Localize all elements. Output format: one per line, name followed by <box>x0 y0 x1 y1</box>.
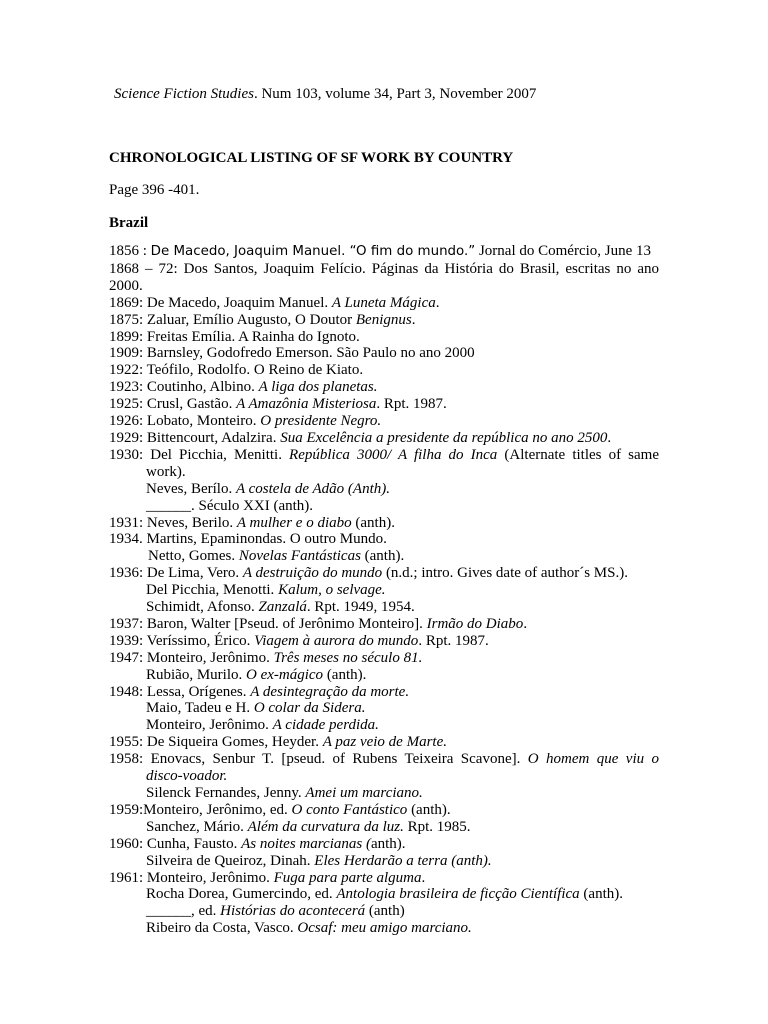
text-run: 1856 : <box>109 243 151 259</box>
text-run: . Rpt. 1987. <box>376 396 447 413</box>
italic-title: Três meses no século 81. <box>273 649 423 666</box>
text-run: 1868 – 72: Dos Santos, Joaquim Felício. Páginas da História do Brasil, escritas no ano <box>109 260 659 277</box>
italic-title: O conto Fantástico <box>291 801 408 818</box>
italic-title: A cidade perdida. <box>272 717 379 734</box>
list-item <box>109 836 659 853</box>
list-item <box>109 312 659 329</box>
list-item <box>109 413 659 430</box>
italic-title: disco-voador. <box>146 768 228 785</box>
italic-title: República 3000/ A filha do Inca <box>289 446 498 463</box>
italic-title: A destruição do mundo <box>242 565 383 582</box>
text-run: 1926: Lobato, Monteiro. <box>109 413 261 430</box>
text-run: Monteiro, Jerônimo. <box>146 717 273 734</box>
text-run: 1934. Martins, Epaminondas. O outro Mundo. <box>109 531 387 548</box>
italic-title: Irmão do Diabo <box>426 615 524 632</box>
text-run: (anth). <box>323 666 367 683</box>
text-run: (anth). <box>351 514 395 531</box>
text-run: (n.d.; intro. Gives date of author´s MS.). <box>382 565 628 582</box>
list-item <box>109 379 659 396</box>
text-run: . <box>435 294 440 311</box>
text-run: 1923: Coutinho, Albino. <box>109 379 259 396</box>
list-item <box>109 548 659 565</box>
text-run: 1959:Monteiro, Jerônimo, ed. <box>109 801 292 818</box>
list-item <box>109 582 659 599</box>
text-run: Sanchez, Mário. <box>146 818 248 835</box>
text-run: 1960: Cunha, Fausto. <box>109 835 242 852</box>
text-run: (anth). <box>407 801 451 818</box>
italic-title: O colar da Sidera. <box>253 700 366 717</box>
list-item <box>109 734 659 751</box>
list-item <box>109 599 659 616</box>
text-run: . Rpt. 1987. <box>418 632 489 649</box>
text-run: . <box>421 869 426 886</box>
list-item <box>109 430 659 447</box>
list-item <box>109 700 659 717</box>
text-run: Rubião, Murilo. <box>146 666 246 683</box>
italic-title: Kalum, o selvage. <box>278 582 386 599</box>
list-item <box>109 903 659 920</box>
text-run: . Rpt. 1949, 1954. <box>306 599 415 616</box>
text-run: 1925: Crusl, Gastão. <box>109 396 237 413</box>
list-item <box>109 565 659 582</box>
italic-title: Histórias do acontecerá <box>220 903 366 920</box>
list-item <box>109 633 659 650</box>
list-item <box>109 785 659 802</box>
list-item <box>109 362 659 379</box>
italic-title: Zanzalá <box>258 599 307 616</box>
italic-title: O ex-mágico <box>246 666 324 683</box>
list-item <box>109 717 659 734</box>
list-item <box>109 802 659 819</box>
text-run: 1899: Freitas Emília. A Rainha do Ignoto. <box>109 328 360 345</box>
list-item <box>109 295 659 312</box>
text-run: work). <box>146 463 186 480</box>
text-run: Schimidt, Afonso. <box>146 599 259 616</box>
list-item <box>109 243 659 261</box>
page-title: CHRONOLOGICAL LISTING OF SF WORK BY COUNTRY <box>109 150 514 166</box>
text-run: Silenck Fernandes, Jenny. <box>146 785 306 801</box>
list-item <box>109 667 659 684</box>
text-run: . <box>411 311 416 328</box>
text-run: De Macedo, Joaquim Manuel. “O fim do mundo.” <box>150 244 476 259</box>
italic-title: Além da curvatura da luz. <box>247 818 404 835</box>
italic-title: A desintegração da morte. <box>250 683 410 700</box>
text-run: Ribeiro da Costa, Vasco. <box>146 920 298 937</box>
list-item <box>109 481 659 498</box>
italic-title: Ocsaf: meu amigo marciano. <box>297 920 472 937</box>
italic-title: Viagem à aurora do mundo <box>254 632 419 649</box>
text-run: 1937: Baron, Walter [Pseud. of Jerônimo Monteiro]. <box>109 615 427 632</box>
list-item <box>109 329 659 346</box>
italic-title: Antologia brasileira de ficção Científica <box>336 886 580 903</box>
list-item <box>109 870 659 887</box>
list-item <box>109 531 659 548</box>
entry-list <box>109 243 659 937</box>
text-run: 2000. <box>109 277 143 294</box>
italic-title: Science Fiction Studies <box>114 86 254 102</box>
text-run: ______, ed. <box>146 903 221 920</box>
text-run: (anth). <box>360 548 405 565</box>
list-item <box>109 396 659 413</box>
text-run: . Num 103, volume 34, Part 3, November 2007 <box>253 86 537 102</box>
text-run: Neves, Berílo. <box>146 480 236 497</box>
list-item <box>109 498 659 515</box>
text-run: 1961: Monteiro, Jerônimo. <box>109 869 274 886</box>
text-run: 1929: Bittencourt, Adalzira. <box>109 429 281 446</box>
italic-title: As noites marcianas ( <box>241 835 371 852</box>
text-run: 1922: Teófilo, Rodolfo. O Reino de Kiato. <box>109 362 364 379</box>
page-range: Page 396 -401. <box>109 182 200 198</box>
list-item <box>109 768 659 785</box>
country-heading: Brazil <box>109 215 149 231</box>
italic-title: Eles Herdarão a terra (anth). <box>314 852 492 869</box>
text-run: 1931: Neves, Berilo. <box>109 514 237 531</box>
list-item <box>109 616 659 633</box>
text-run: Jornal do Comércio, June 13 <box>475 243 652 259</box>
italic-title: Sua Excelência a presidente da república no ano 2500 <box>280 429 608 446</box>
text-run: Del Picchia, Menotti. <box>146 582 279 599</box>
list-item <box>109 751 659 768</box>
italic-title: Novelas Fantásticas <box>238 548 361 565</box>
text-run: Rocha Dorea, Gumercindo, ed. <box>146 886 337 903</box>
italic-title: A Luneta Mágica <box>331 294 436 311</box>
text-run: 1947: Monteiro, Jerônimo. <box>109 649 274 666</box>
text-run: Rpt. 1985. <box>403 818 471 835</box>
italic-title: Benignus <box>355 311 412 328</box>
text-run: Silveira de Queiroz, Dinah. <box>146 852 315 869</box>
text-run: . <box>607 429 612 446</box>
text-run: 1909: Barnsley, Godofredo Emerson. São Paulo no ano 2000 <box>109 345 475 362</box>
text-run: Maio, Tadeu e H. <box>146 700 254 717</box>
text-run: 1939: Veríssimo, Érico. <box>109 632 255 649</box>
text-run: 1948: Lessa, Orígenes. <box>109 683 251 700</box>
text-run: (Alternate titles of same <box>497 446 659 463</box>
text-run: (anth) <box>365 903 405 920</box>
text-run: ______. Século XXI (anth). <box>146 497 314 514</box>
italic-title: Fuga para parte alguma <box>273 869 422 886</box>
list-item <box>109 261 659 278</box>
list-item <box>109 650 659 667</box>
italic-title: A Amazônia Misteriosa <box>236 396 377 413</box>
text-run: 1958: Enovacs, Senbur T. [pseud. of Rubens Teixeira Scavone]. <box>109 751 528 768</box>
list-item <box>109 886 659 903</box>
italic-title: Amei um marciano. <box>305 785 423 801</box>
list-item <box>109 278 659 295</box>
list-item <box>109 853 659 870</box>
text-run: Netto, Gomes. <box>148 548 239 565</box>
list-item <box>109 447 659 464</box>
list-item <box>109 920 659 937</box>
text-run: . <box>523 615 528 632</box>
text-run: 1930: Del Picchia, Menitti. <box>109 446 290 463</box>
text-run: 1875: Zaluar, Emílio Augusto, O Doutor <box>109 311 356 328</box>
italic-title: O presidente Negro. <box>260 413 382 430</box>
italic-title: A liga dos planetas. <box>258 379 378 396</box>
text-run: (anth). <box>579 886 623 903</box>
text-run: 1936: De Lima, Vero. <box>109 565 243 582</box>
list-item <box>109 684 659 701</box>
italic-title: A mulher e o diabo <box>236 514 352 531</box>
list-item <box>109 819 659 836</box>
text-run: anth). <box>370 835 406 852</box>
journal-citation <box>114 84 536 104</box>
text-run: 1869: De Macedo, Joaquim Manuel. <box>109 294 332 311</box>
italic-title: O homem que viu o <box>527 751 660 768</box>
text-run: 1955: De Siqueira Gomes, Heyder. <box>109 734 323 751</box>
italic-title: A paz veio de Marte. <box>322 734 447 751</box>
italic-title: A costela de Adão (Anth). <box>235 480 390 497</box>
list-item <box>109 464 659 481</box>
list-item <box>109 515 659 532</box>
list-item <box>109 345 659 362</box>
